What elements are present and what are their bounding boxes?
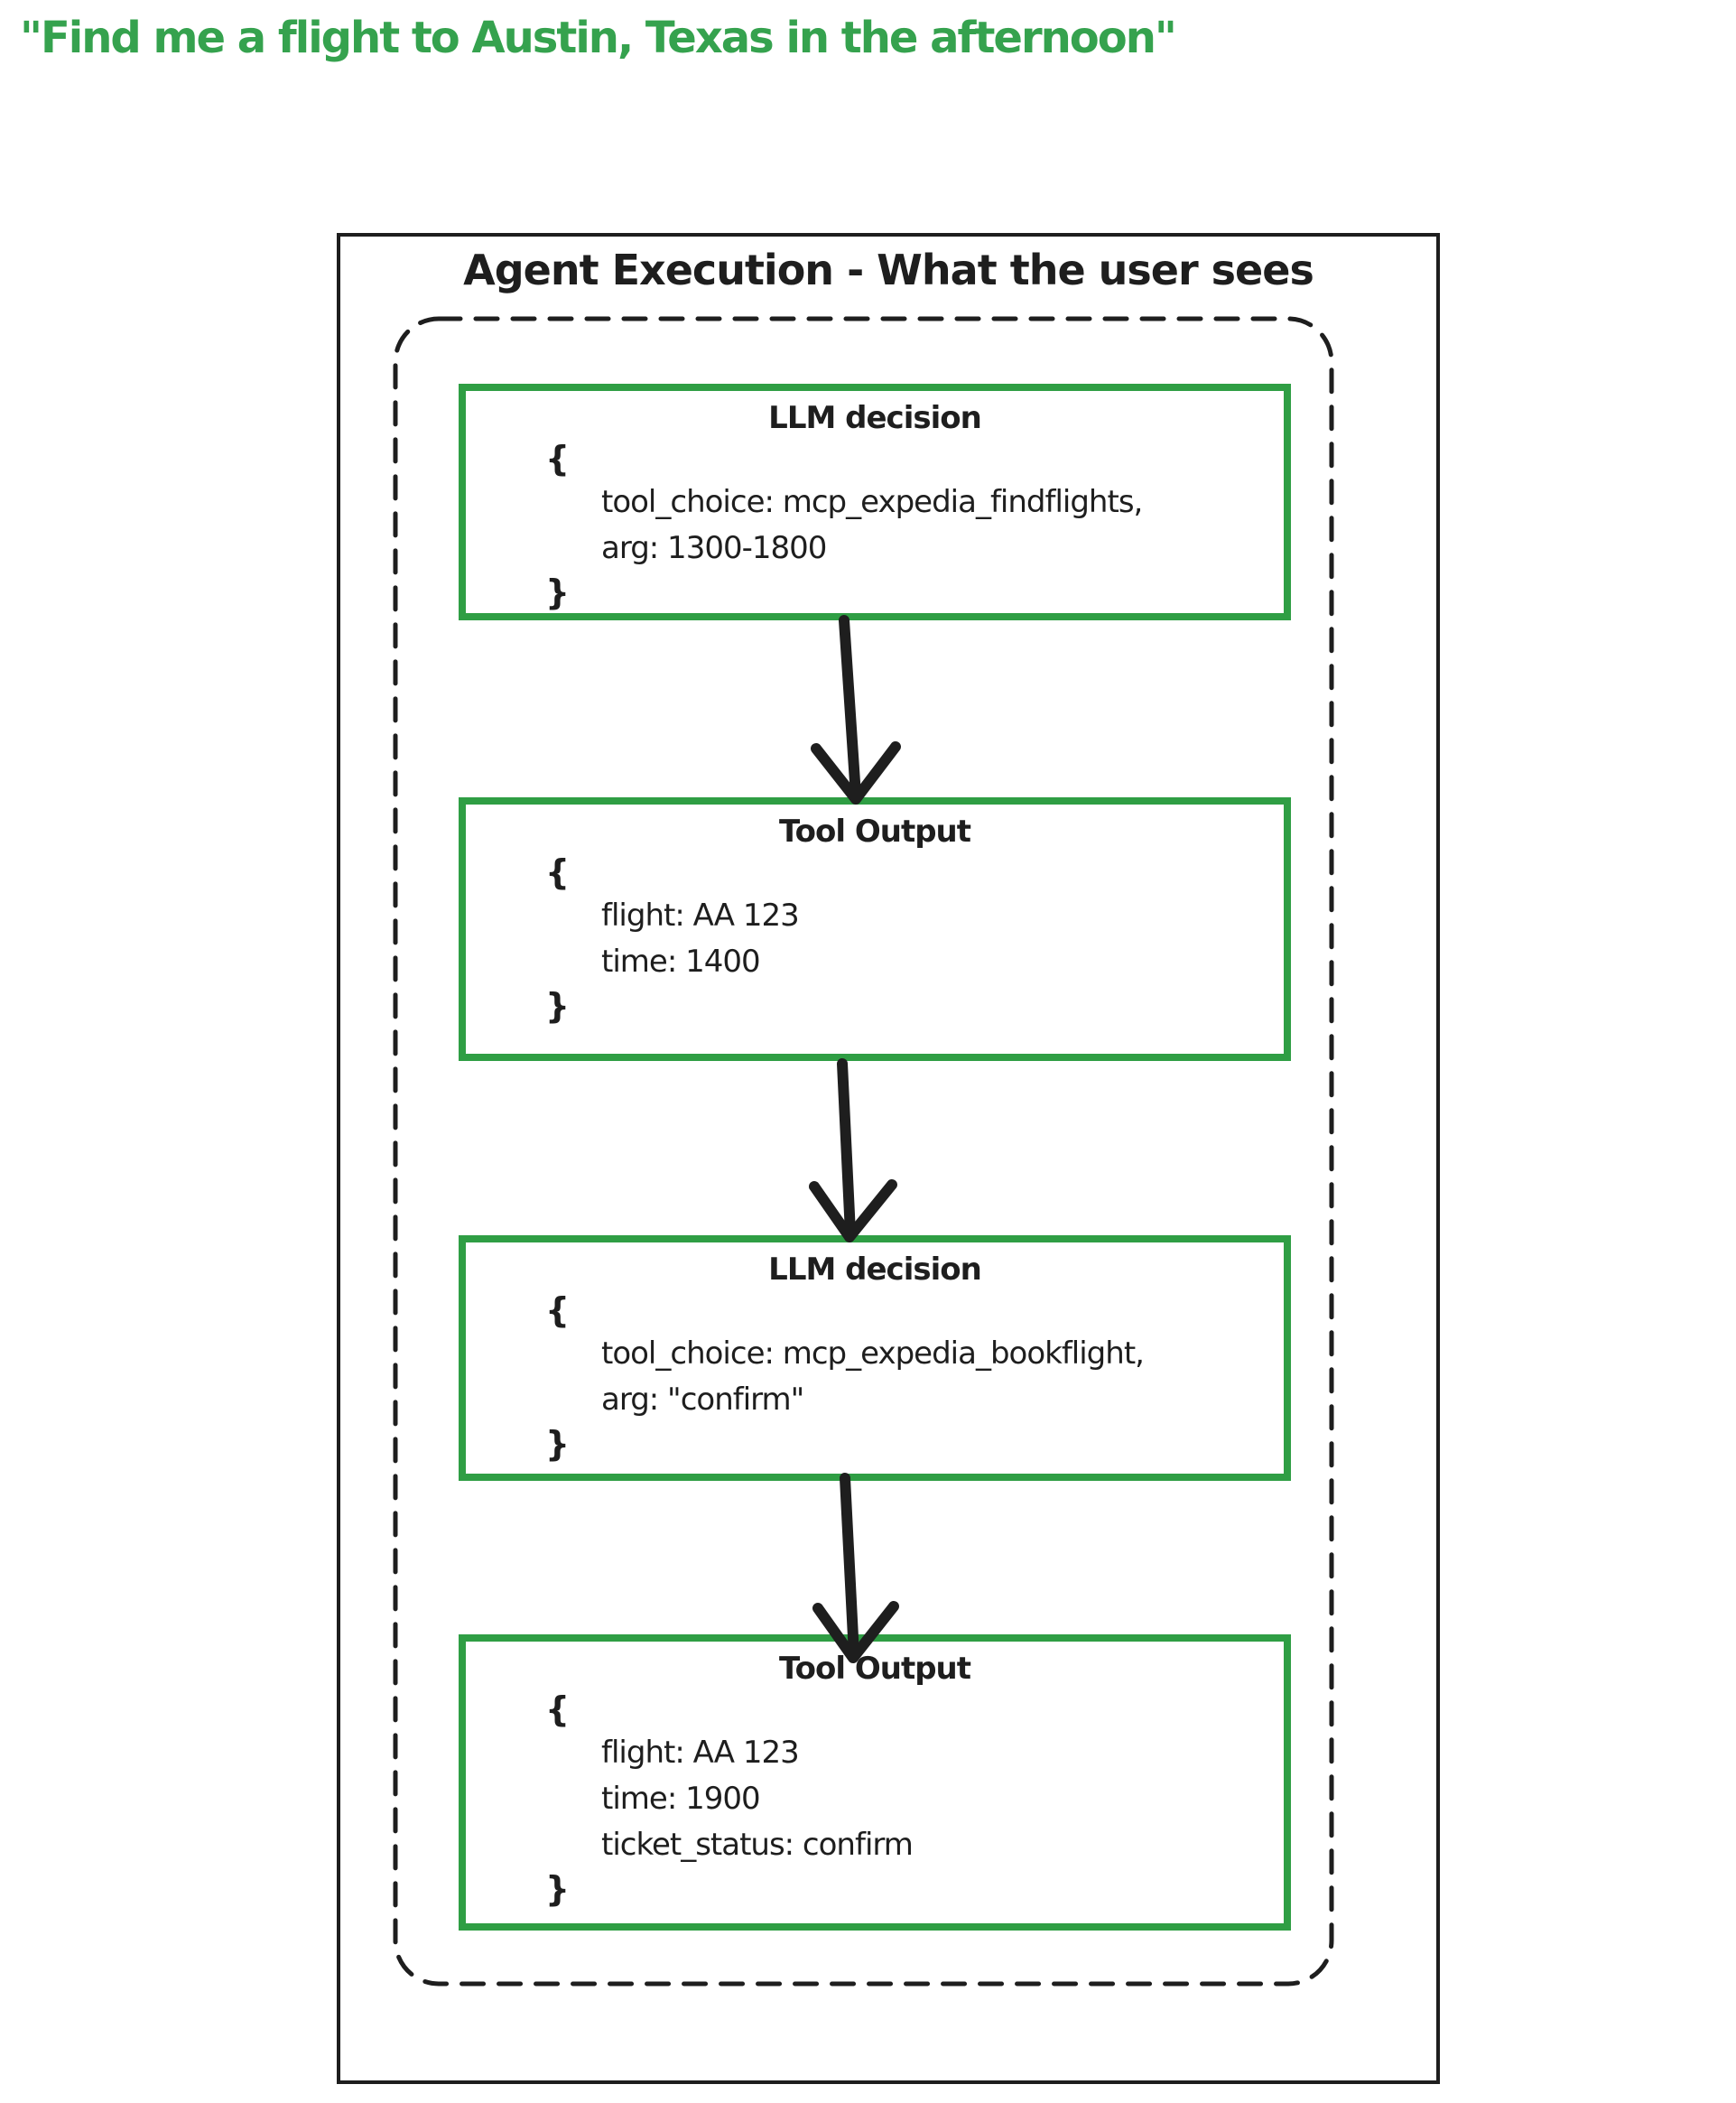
- arrow-down-icon: [785, 617, 912, 806]
- node-body: [466, 1289, 1284, 1465]
- tool-output-node-2: [459, 1634, 1291, 1931]
- node-line: tool_choice: mcp_expedia_bookflight,: [601, 1335, 1144, 1372]
- llm-decision-node-1: [459, 384, 1291, 620]
- brace-close: }: [545, 986, 571, 1026]
- frame-title: Agent Execution - What the user sees: [463, 246, 1314, 294]
- arrow-down-icon: [785, 1058, 912, 1244]
- node-line: time: 1900: [601, 1781, 760, 1817]
- brace-open: {: [545, 439, 571, 479]
- node-line: arg: 1300-1800: [601, 530, 827, 566]
- brace-open: {: [545, 1689, 571, 1729]
- user-query-text: "Find me a flight to Austin, Texas in the afternoon": [20, 13, 1175, 63]
- brace-open: {: [545, 852, 571, 892]
- node-body: [466, 438, 1284, 613]
- brace-close: }: [545, 572, 571, 612]
- node-body: [466, 851, 1284, 1027]
- node-line: ticket_status: confirm: [601, 1827, 913, 1863]
- arrow-down-icon: [785, 1475, 912, 1664]
- node-title: Tool Output: [778, 814, 971, 850]
- node-title: LLM decision: [768, 400, 981, 436]
- node-line: flight: AA 123: [601, 1735, 799, 1771]
- tool-output-node-1: [459, 797, 1291, 1061]
- brace-open: {: [545, 1290, 571, 1330]
- llm-decision-node-2: [459, 1235, 1291, 1481]
- node-line: arg: "confirm": [601, 1382, 804, 1418]
- brace-close: }: [545, 1869, 571, 1909]
- node-line: time: 1400: [601, 944, 760, 980]
- node-title: Tool Output: [778, 1651, 971, 1687]
- brace-close: }: [545, 1424, 571, 1464]
- node-line: flight: AA 123: [601, 898, 799, 934]
- node-title: LLM decision: [768, 1252, 981, 1288]
- node-body: [466, 1689, 1284, 1910]
- node-line: tool_choice: mcp_expedia_findflights,: [601, 484, 1143, 520]
